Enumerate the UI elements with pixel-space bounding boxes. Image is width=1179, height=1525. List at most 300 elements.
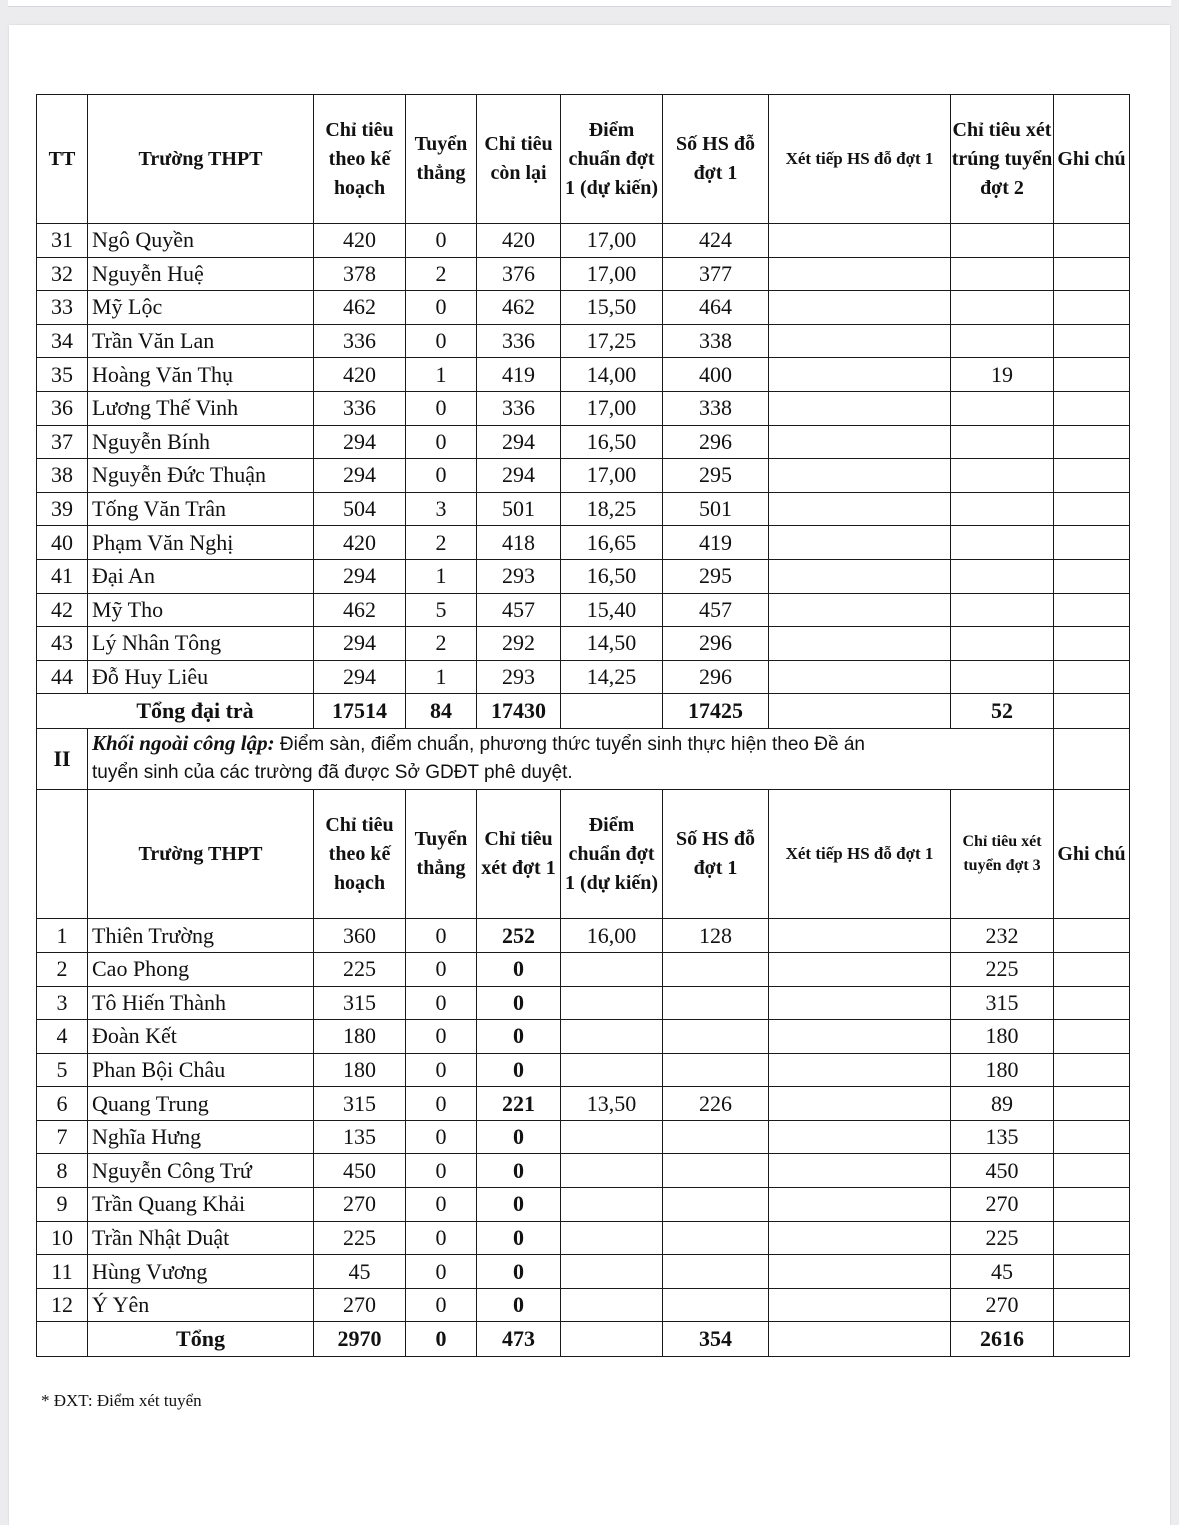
table-cell: 0 xyxy=(406,425,477,459)
table-cell xyxy=(663,986,769,1020)
school-name-cell: Nguyễn Đức Thuận xyxy=(88,459,314,493)
table-cell: 419 xyxy=(477,358,561,392)
table-cell: 39 xyxy=(37,492,88,526)
table-cell xyxy=(1054,952,1130,986)
table-cell: 5 xyxy=(406,593,477,627)
table-cell: 180 xyxy=(951,1053,1054,1087)
table-cell: 43 xyxy=(37,627,88,661)
table-cell: 294 xyxy=(314,559,406,593)
table-cell: 462 xyxy=(477,291,561,325)
table-cell: 17,00 xyxy=(561,391,663,425)
total-label: Tổng đại trà xyxy=(37,694,314,729)
table-cell: 15,50 xyxy=(561,291,663,325)
school-name-cell: Ý Yên xyxy=(88,1288,314,1322)
footnote: * ĐXT: Điểm xét tuyển xyxy=(41,1391,202,1410)
table-cell: 270 xyxy=(951,1188,1054,1222)
table-row xyxy=(37,1221,1130,1255)
table-cell: 0 xyxy=(406,1288,477,1322)
column-header: Chỉ tiêu theo kế hoạch xyxy=(314,790,406,919)
table-cell: 13,50 xyxy=(561,1087,663,1121)
table-cell xyxy=(951,526,1054,560)
table-cell xyxy=(1054,324,1130,358)
admission-table xyxy=(36,94,1130,1357)
table-cell xyxy=(769,1154,951,1188)
table-cell xyxy=(561,1221,663,1255)
table-cell: 270 xyxy=(951,1288,1054,1322)
table-cell: 0 xyxy=(406,952,477,986)
table-cell: 6 xyxy=(37,1087,88,1121)
school-name-cell: Đỗ Huy Liêu xyxy=(88,660,314,694)
table-cell: 418 xyxy=(477,526,561,560)
school-name-cell: Nghĩa Hưng xyxy=(88,1120,314,1154)
school-name-cell: Thiên Trường xyxy=(88,919,314,953)
table-cell xyxy=(1054,1188,1130,1222)
table-cell: 0 xyxy=(477,1288,561,1322)
table-cell xyxy=(663,952,769,986)
table-cell xyxy=(769,593,951,627)
table-cell: 338 xyxy=(663,391,769,425)
table-cell xyxy=(1054,694,1130,729)
table-cell: 420 xyxy=(314,526,406,560)
table-cell xyxy=(951,257,1054,291)
table-cell xyxy=(1054,1255,1130,1289)
table-cell xyxy=(1054,1020,1130,1054)
table-cell: 450 xyxy=(951,1154,1054,1188)
table-cell: 294 xyxy=(314,459,406,493)
table-cell: 15,40 xyxy=(561,593,663,627)
table-cell: 0 xyxy=(406,1120,477,1154)
table-cell xyxy=(561,1255,663,1289)
table-cell: 2 xyxy=(406,627,477,661)
table-cell: 0 xyxy=(406,1087,477,1121)
table-cell: 225 xyxy=(951,952,1054,986)
table-cell: 457 xyxy=(477,593,561,627)
table-cell: 45 xyxy=(951,1255,1054,1289)
table-cell: 11 xyxy=(37,1255,88,1289)
table-cell xyxy=(951,291,1054,325)
table-row xyxy=(37,1288,1130,1322)
column-header xyxy=(37,790,88,919)
table-row xyxy=(37,952,1130,986)
total-row xyxy=(37,1322,1130,1357)
table-cell xyxy=(769,1120,951,1154)
table-cell: 0 xyxy=(406,1053,477,1087)
table-cell xyxy=(769,291,951,325)
column-header: Chỉ tiêu xét trúng tuyển đợt 2 xyxy=(951,95,1054,224)
table-cell xyxy=(1054,1120,1130,1154)
table-cell: 420 xyxy=(314,358,406,392)
table-cell: 457 xyxy=(663,593,769,627)
table-cell xyxy=(1054,729,1130,790)
table-cell xyxy=(951,593,1054,627)
table-row xyxy=(37,593,1130,627)
document-page xyxy=(9,25,1170,1525)
table-cell xyxy=(1054,391,1130,425)
table-cell: 0 xyxy=(406,919,477,953)
column-header: Điểm chuẩn đợt 1 (dự kiến) xyxy=(561,95,663,224)
column-header: Chỉ tiêu còn lại xyxy=(477,95,561,224)
table-cell: 33 xyxy=(37,291,88,325)
column-header: Ghi chú xyxy=(1054,790,1130,919)
table-cell xyxy=(663,1188,769,1222)
school-name-cell: Nguyễn Công Trứ xyxy=(88,1154,314,1188)
column-header: Điểm chuẩn đợt 1 (dự kiến) xyxy=(561,790,663,919)
total-remaining: 17430 xyxy=(477,694,561,729)
school-name-cell: Cao Phong xyxy=(88,952,314,986)
table-cell: 2 xyxy=(406,526,477,560)
table-cell: 41 xyxy=(37,559,88,593)
school-name-cell: Quang Trung xyxy=(88,1087,314,1121)
table-cell: 36 xyxy=(37,391,88,425)
table-cell: 420 xyxy=(477,224,561,258)
total-passed: 17425 xyxy=(663,694,769,729)
table-cell: 180 xyxy=(951,1020,1054,1054)
table-row xyxy=(37,559,1130,593)
table-cell: 0 xyxy=(406,324,477,358)
table-cell: 1 xyxy=(37,919,88,953)
table-cell xyxy=(769,660,951,694)
table-cell xyxy=(1054,1221,1130,1255)
table-cell xyxy=(769,1255,951,1289)
table-row xyxy=(37,1154,1130,1188)
table-cell xyxy=(1054,660,1130,694)
table-cell xyxy=(1054,559,1130,593)
table-cell: 34 xyxy=(37,324,88,358)
table-cell: 5 xyxy=(37,1053,88,1087)
table-row xyxy=(37,492,1130,526)
table-row xyxy=(37,1188,1130,1222)
table-cell: 294 xyxy=(314,660,406,694)
table-cell: 462 xyxy=(314,291,406,325)
table-cell xyxy=(561,1322,663,1357)
table-row xyxy=(37,224,1130,258)
table-cell: 0 xyxy=(477,1188,561,1222)
table-cell xyxy=(951,425,1054,459)
table-cell: 0 xyxy=(406,986,477,1020)
table-cell xyxy=(769,459,951,493)
table-cell xyxy=(769,1020,951,1054)
table-cell: 296 xyxy=(663,627,769,661)
table-cell: 0 xyxy=(406,391,477,425)
table-row xyxy=(37,1255,1130,1289)
table-row xyxy=(37,1053,1130,1087)
table-cell xyxy=(1054,526,1130,560)
table-cell xyxy=(561,1288,663,1322)
table-cell: 0 xyxy=(406,1154,477,1188)
table-cell: 336 xyxy=(477,324,561,358)
table-cell: 0 xyxy=(477,1154,561,1188)
table-cell: 336 xyxy=(314,391,406,425)
section-number: II xyxy=(37,729,88,790)
table-cell xyxy=(1054,986,1130,1020)
table-cell: 40 xyxy=(37,526,88,560)
total-round2: 52 xyxy=(951,694,1054,729)
table-cell: 315 xyxy=(951,986,1054,1020)
table-cell: 377 xyxy=(663,257,769,291)
table-cell xyxy=(951,492,1054,526)
table-row xyxy=(37,986,1130,1020)
table-cell: 295 xyxy=(663,459,769,493)
column-header: Tuyển thẳng xyxy=(406,790,477,919)
table-cell xyxy=(769,986,951,1020)
table-cell xyxy=(1054,358,1130,392)
table-cell xyxy=(951,391,1054,425)
table-cell: 7 xyxy=(37,1120,88,1154)
table-cell xyxy=(1054,1322,1130,1357)
table-cell: 336 xyxy=(477,391,561,425)
table-cell: 0 xyxy=(477,986,561,1020)
section-text: Điểm sàn, điểm chuẩn, phương thức tuyển sinh thực hiện theo Đề án tuyển sinh của các trường đã được Sở GDĐT phê duyệt. xyxy=(92,734,865,784)
table-cell xyxy=(1054,1154,1130,1188)
table-cell: 225 xyxy=(951,1221,1054,1255)
table-cell: 2 xyxy=(406,257,477,291)
table-cell: 450 xyxy=(314,1154,406,1188)
school-name-cell: Phạm Văn Nghị xyxy=(88,526,314,560)
table-cell xyxy=(561,986,663,1020)
table-cell: 0 xyxy=(477,1221,561,1255)
table-cell xyxy=(769,257,951,291)
table-cell: 0 xyxy=(406,1188,477,1222)
table-cell: 292 xyxy=(477,627,561,661)
table-cell xyxy=(769,358,951,392)
column-header: Số HS đỗ đợt 1 xyxy=(663,790,769,919)
section-description xyxy=(88,729,1054,790)
table-cell: 424 xyxy=(663,224,769,258)
table-cell: 4 xyxy=(37,1020,88,1054)
table-cell xyxy=(37,1322,88,1357)
table-cell: 221 xyxy=(477,1087,561,1121)
table-cell xyxy=(769,425,951,459)
table-cell: 19 xyxy=(951,358,1054,392)
table-cell xyxy=(663,1154,769,1188)
table-row xyxy=(37,919,1130,953)
total-direct: 0 xyxy=(406,1322,477,1357)
school-name-cell: Lý Nhân Tông xyxy=(88,627,314,661)
table-cell: 18,25 xyxy=(561,492,663,526)
total-round3: 2616 xyxy=(951,1322,1054,1357)
table-cell xyxy=(769,1322,951,1357)
column-header: Chỉ tiêu xét đợt 1 xyxy=(477,790,561,919)
school-name-cell: Đại An xyxy=(88,559,314,593)
table-cell: 419 xyxy=(663,526,769,560)
school-name-cell: Nguyễn Bính xyxy=(88,425,314,459)
table-cell xyxy=(769,1221,951,1255)
table-cell: 0 xyxy=(406,1255,477,1289)
school-name-cell: Hùng Vương xyxy=(88,1255,314,1289)
table-cell: 0 xyxy=(406,1020,477,1054)
table-cell: 8 xyxy=(37,1154,88,1188)
table-row xyxy=(37,660,1130,694)
table-row xyxy=(37,291,1130,325)
table-cell: 294 xyxy=(477,459,561,493)
total-direct: 84 xyxy=(406,694,477,729)
table-cell: 9 xyxy=(37,1188,88,1222)
table-cell xyxy=(951,559,1054,593)
table-cell xyxy=(561,952,663,986)
table-cell xyxy=(769,919,951,953)
table-cell xyxy=(951,627,1054,661)
school-name-cell: Nguyễn Huệ xyxy=(88,257,314,291)
column-header: Xét tiếp HS đỗ đợt 1 xyxy=(769,790,951,919)
table-cell: 1 xyxy=(406,358,477,392)
table-cell xyxy=(1054,1053,1130,1087)
table-row xyxy=(37,1020,1130,1054)
table-cell: 501 xyxy=(477,492,561,526)
table1-header-row xyxy=(37,95,1130,224)
table-cell: 0 xyxy=(406,224,477,258)
table-cell: 10 xyxy=(37,1221,88,1255)
column-header: Chỉ tiêu xét tuyển đợt 3 xyxy=(951,790,1054,919)
table-cell xyxy=(769,526,951,560)
table-cell: 315 xyxy=(314,1087,406,1121)
table-cell: 135 xyxy=(951,1120,1054,1154)
table-cell xyxy=(769,492,951,526)
table-cell: 376 xyxy=(477,257,561,291)
table-cell xyxy=(561,694,663,729)
table-row xyxy=(37,391,1130,425)
table-cell: 180 xyxy=(314,1020,406,1054)
table-cell xyxy=(561,1154,663,1188)
table-cell: 0 xyxy=(406,459,477,493)
table-cell xyxy=(769,694,951,729)
table-row xyxy=(37,627,1130,661)
table-cell: 17,25 xyxy=(561,324,663,358)
table-cell: 0 xyxy=(477,952,561,986)
school-name-cell: Trần Văn Lan xyxy=(88,324,314,358)
table-cell: 0 xyxy=(477,1020,561,1054)
table-cell xyxy=(561,1020,663,1054)
column-header: Ghi chú xyxy=(1054,95,1130,224)
table-cell xyxy=(769,559,951,593)
table-cell: 296 xyxy=(663,660,769,694)
table-cell: 225 xyxy=(314,952,406,986)
school-name-cell: Tô Hiến Thành xyxy=(88,986,314,1020)
table-cell: 12 xyxy=(37,1288,88,1322)
table-cell: 135 xyxy=(314,1120,406,1154)
table-cell xyxy=(663,1020,769,1054)
table-row xyxy=(37,526,1130,560)
table-cell: 42 xyxy=(37,593,88,627)
total-passed: 354 xyxy=(663,1322,769,1357)
table-cell: 3 xyxy=(37,986,88,1020)
table-cell xyxy=(1054,593,1130,627)
school-name-cell: Phan Bội Châu xyxy=(88,1053,314,1087)
table-cell xyxy=(1054,425,1130,459)
table-cell xyxy=(951,459,1054,493)
table-cell: 44 xyxy=(37,660,88,694)
school-name-cell: Đoàn Kết xyxy=(88,1020,314,1054)
table-cell xyxy=(769,324,951,358)
table-cell: 45 xyxy=(314,1255,406,1289)
school-name-cell: Ngô Quyền xyxy=(88,224,314,258)
table-cell: 226 xyxy=(663,1087,769,1121)
table-cell: 0 xyxy=(406,1221,477,1255)
table-cell: 232 xyxy=(951,919,1054,953)
table-cell: 1 xyxy=(406,559,477,593)
table-cell: 293 xyxy=(477,660,561,694)
table-cell xyxy=(1054,224,1130,258)
table-cell: 270 xyxy=(314,1288,406,1322)
table-cell: 17,00 xyxy=(561,257,663,291)
table-row xyxy=(37,358,1130,392)
table-cell xyxy=(769,1087,951,1121)
column-header: Chỉ tiêu theo kế hoạch xyxy=(314,95,406,224)
table-cell xyxy=(561,1053,663,1087)
table-cell: 2 xyxy=(37,952,88,986)
table-cell xyxy=(663,1255,769,1289)
table-cell xyxy=(951,224,1054,258)
table-cell xyxy=(663,1053,769,1087)
table-row xyxy=(37,257,1130,291)
table-cell: 14,00 xyxy=(561,358,663,392)
table-cell xyxy=(951,660,1054,694)
table-cell: 16,65 xyxy=(561,526,663,560)
table-cell xyxy=(769,1053,951,1087)
table-cell: 89 xyxy=(951,1087,1054,1121)
table-cell: 504 xyxy=(314,492,406,526)
table-cell xyxy=(769,952,951,986)
table-cell xyxy=(663,1221,769,1255)
table-cell xyxy=(663,1288,769,1322)
table-cell xyxy=(1054,919,1130,953)
table-cell: 270 xyxy=(314,1188,406,1222)
table-cell xyxy=(1054,1087,1130,1121)
table-cell: 16,00 xyxy=(561,919,663,953)
table-row xyxy=(37,1120,1130,1154)
column-header: Tuyển thẳng xyxy=(406,95,477,224)
table-cell xyxy=(1054,459,1130,493)
table-cell: 31 xyxy=(37,224,88,258)
table-cell xyxy=(1054,1288,1130,1322)
table-cell: 462 xyxy=(314,593,406,627)
school-name-cell: Mỹ Lộc xyxy=(88,291,314,325)
column-header: Số HS đỗ đợt 1 xyxy=(663,95,769,224)
table-cell: 315 xyxy=(314,986,406,1020)
table-cell: 17,00 xyxy=(561,224,663,258)
column-header: Xét tiếp HS đỗ đợt 1 xyxy=(769,95,951,224)
table-cell: 14,25 xyxy=(561,660,663,694)
table-cell: 0 xyxy=(477,1255,561,1289)
table-cell: 3 xyxy=(406,492,477,526)
table-cell: 225 xyxy=(314,1221,406,1255)
table-row xyxy=(37,324,1130,358)
total-plan: 2970 xyxy=(314,1322,406,1357)
table-cell xyxy=(769,627,951,661)
table-cell: 0 xyxy=(406,291,477,325)
table-cell xyxy=(1054,492,1130,526)
table-cell: 378 xyxy=(314,257,406,291)
table-row xyxy=(37,459,1130,493)
table-cell: 128 xyxy=(663,919,769,953)
table-cell: 294 xyxy=(477,425,561,459)
table-cell: 293 xyxy=(477,559,561,593)
table-cell xyxy=(1054,627,1130,661)
table-cell xyxy=(1054,291,1130,325)
total-plan: 17514 xyxy=(314,694,406,729)
table-cell: 294 xyxy=(314,425,406,459)
table-cell: 32 xyxy=(37,257,88,291)
total-row xyxy=(37,694,1130,729)
total-label: Tổng xyxy=(88,1322,314,1357)
table-cell xyxy=(561,1120,663,1154)
table-cell xyxy=(769,224,951,258)
table-cell: 400 xyxy=(663,358,769,392)
table-cell: 14,50 xyxy=(561,627,663,661)
school-name-cell: Lương Thế Vinh xyxy=(88,391,314,425)
table-cell: 464 xyxy=(663,291,769,325)
school-name-cell: Mỹ Tho xyxy=(88,593,314,627)
table-cell xyxy=(1054,257,1130,291)
